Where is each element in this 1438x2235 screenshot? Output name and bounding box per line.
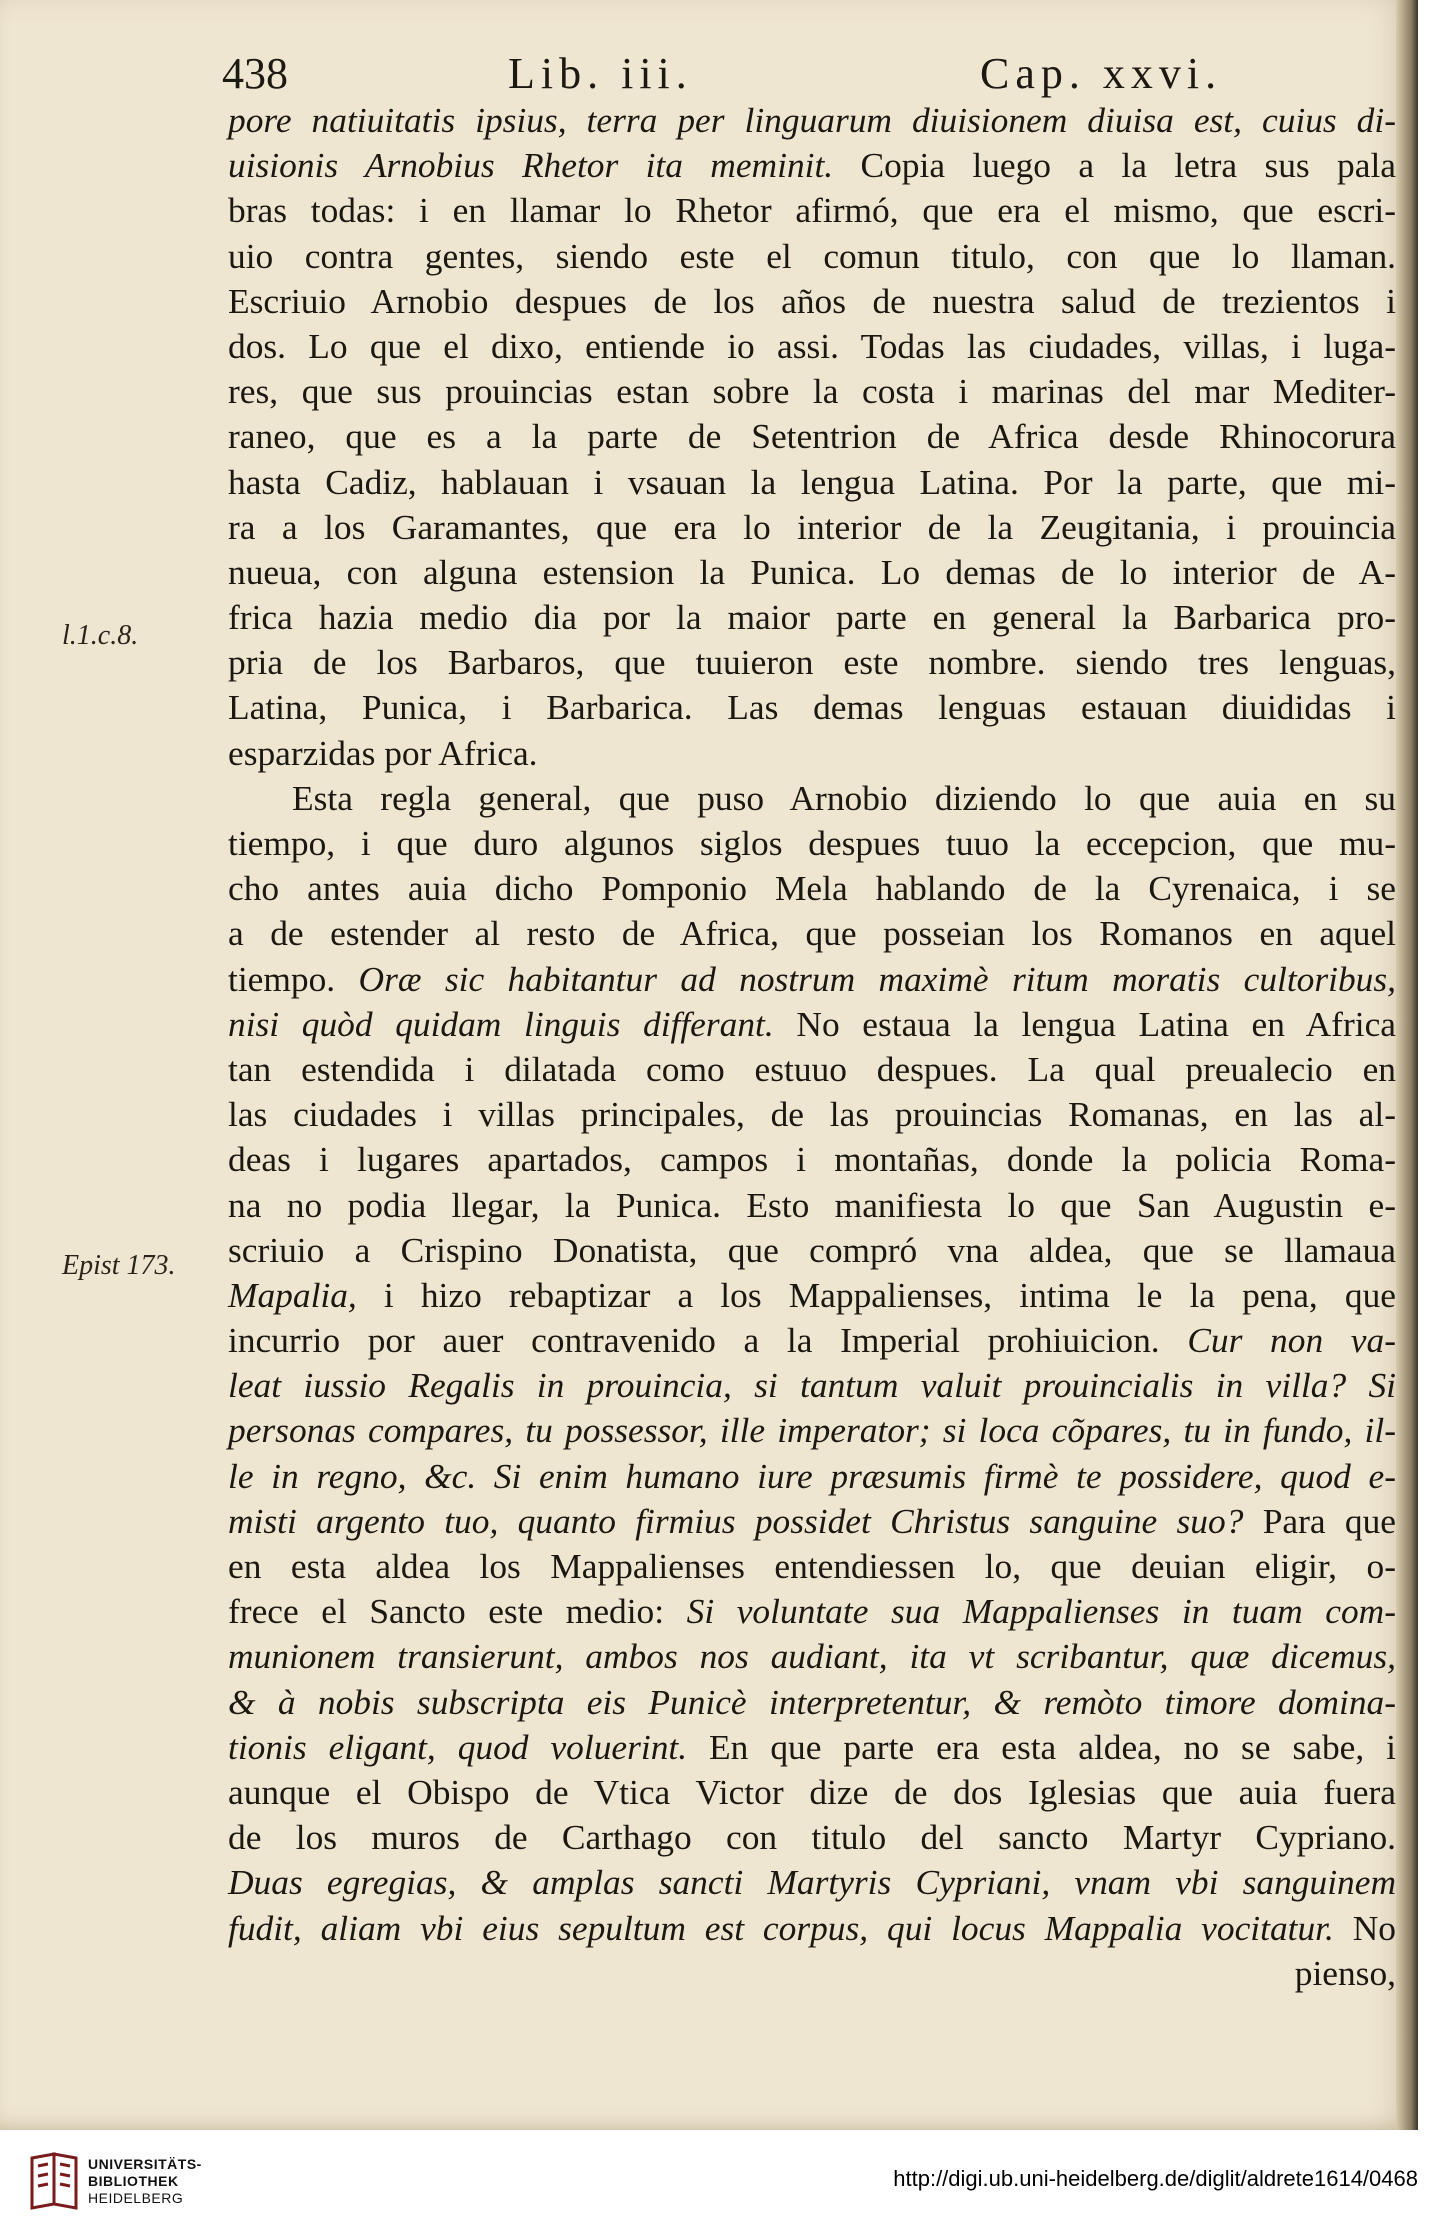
- text-line: [228, 957, 1396, 1002]
- text-line: [228, 1092, 1396, 1137]
- page-number: 438: [222, 49, 288, 98]
- text-line: [228, 1589, 1396, 1634]
- text-line: [228, 414, 1396, 459]
- spanish-text: Copia luego a la letra sus pala: [833, 145, 1396, 186]
- text-line: [228, 1273, 1396, 1318]
- text-line: [228, 1047, 1396, 1092]
- library-logo-icon: [28, 2152, 80, 2210]
- spanish-text: cho antes auia dicho Pomponio Mela hablando de la Cyrenaica, i se: [228, 868, 1396, 909]
- spanish-text: pienso,: [1294, 1952, 1396, 1993]
- spanish-text: Escriuio Arnobio despues de los años de nuestra salud de trezientos i: [228, 280, 1396, 321]
- chapter-label: Cap. xxvi.: [980, 49, 1223, 98]
- spanish-text: de los muros de Carthago con titulo del sancto Martyr Cypriano.: [228, 1817, 1396, 1858]
- spanish-text: na no podia llegar, la Punica. Esto manifiesta lo que San Augustin e-: [228, 1184, 1396, 1225]
- running-header: [222, 48, 1402, 100]
- text-line: [228, 1318, 1396, 1363]
- text-line: [228, 1680, 1396, 1725]
- text-line: [228, 1725, 1396, 1770]
- text-line: [228, 550, 1396, 595]
- source-url-link[interactable]: http://digi.ub.uni-heidelberg.de/diglit/aldrete1614/0468: [893, 2166, 1418, 2191]
- text-line: [228, 776, 1396, 821]
- text-line: [228, 98, 1396, 143]
- spanish-text: esparzidas por Africa.: [228, 732, 538, 773]
- spanish-text: bras todas: i en llamar lo Rhetor afirmó, que era el mismo, que escri-: [228, 190, 1396, 231]
- text-line: [228, 1454, 1396, 1499]
- margin-note: Epist 173.: [62, 1250, 176, 1281]
- latin-quotation: nisi quòd quidam linguis differant.: [228, 1003, 774, 1044]
- text-line: [228, 640, 1396, 685]
- text-line: [228, 324, 1396, 369]
- spanish-text: En que parte era esta aldea, no se sabe, i: [687, 1726, 1396, 1767]
- spanish-text: No estaua la lengua Latina en Africa: [773, 1003, 1396, 1044]
- spanish-text: i hizo rebaptizar a los Mappalienses, intima le la pena, que: [356, 1274, 1396, 1315]
- text-line: [228, 1815, 1396, 1860]
- latin-quotation: Duas egregias, & amplas sancti Martyris Cypriani, vnam vbi sanguinem: [228, 1862, 1396, 1903]
- text-line: [228, 1002, 1396, 1047]
- spanish-text: Esta regla general, que puso Arnobio diziendo lo que auia en su: [292, 777, 1396, 818]
- latin-quotation: tionis eligant, quod voluerint.: [228, 1726, 688, 1767]
- library-name-line: HEIDELBERG: [88, 2190, 184, 2206]
- text-line: [228, 234, 1396, 279]
- text-line: [228, 1906, 1396, 1951]
- spanish-text: scriuio a Crispino Donatista, que compró vna aldea, que se llamaua: [228, 1229, 1396, 1270]
- latin-quotation: munionem transierunt, ambos nos audiant, ita vt scribantur, quæ dicemus,: [228, 1636, 1396, 1677]
- spanish-text: incurrio por auer contravenido a la Imperial prohiuicion.: [228, 1320, 1188, 1361]
- spanish-text: tan estendida i dilatada como estuuo despues. La qual preualecio en: [228, 1048, 1396, 1089]
- text-line: [228, 279, 1396, 324]
- text-line: [228, 821, 1396, 866]
- spanish-text: nueua, con alguna estension la Punica. Lo demas de lo interior de A-: [228, 551, 1396, 592]
- spanish-text: tiempo.: [228, 958, 359, 999]
- text-line: [228, 1634, 1396, 1679]
- latin-quotation: fudit, aliam vbi eius sepultum est corpus, qui locus Mappalia vocitatur.: [228, 1907, 1334, 1948]
- text-line: [228, 505, 1396, 550]
- text-line: [228, 369, 1396, 414]
- body-text: [228, 98, 1396, 1996]
- spanish-text: raneo, que es a la parte de Setentrion de Africa desde Rhinocorura: [228, 416, 1396, 457]
- spanish-text: No: [1333, 1907, 1397, 1948]
- text-line: [228, 1363, 1396, 1408]
- spanish-text: uio contra gentes, siendo este el comun titulo, con que lo llaman.: [228, 235, 1396, 276]
- spanish-text: frece el Sancto este medio:: [228, 1591, 687, 1632]
- spanish-text: aunque el Obispo de Vtica Victor dize de dos Iglesias que auia fuera: [228, 1771, 1396, 1812]
- spanish-text: frica hazia medio dia por la maior parte en general la Barbarica pro-: [228, 597, 1396, 638]
- latin-quotation: personas compares, tu possessor, ille imperator; si loca cõpares, tu in fundo, il-: [228, 1410, 1396, 1451]
- text-line: [228, 1951, 1396, 1996]
- spanish-text: tiempo, i que duro algunos siglos despues tuuo la eccepcion, que mu-: [228, 823, 1396, 863]
- margin-note: l.1.c.8.: [62, 620, 139, 651]
- text-line: [228, 1499, 1396, 1544]
- text-line: [228, 143, 1396, 188]
- spanish-text: dos. Lo que el dixo, entiende io assi. Todas las ciudades, villas, i luga-: [228, 325, 1396, 366]
- text-line: [228, 1544, 1396, 1589]
- spanish-text: Para que: [1243, 1500, 1396, 1541]
- text-line: [228, 1860, 1396, 1905]
- latin-quotation: uisionis Arnobius Rhetor ita meminit.: [228, 145, 834, 186]
- footer: [0, 2130, 1438, 2235]
- spanish-text: en esta aldea los Mappalienses entendiessen lo, que deuian eligir, o-: [228, 1546, 1396, 1586]
- text-line: [228, 731, 1396, 776]
- library-name: [88, 2156, 202, 2207]
- text-line: [228, 866, 1396, 911]
- latin-quotation: le in regno, &c. Si enim humano iure præsumis firmè te possidere, quod e-: [228, 1455, 1396, 1496]
- latin-quotation: misti argento tuo, quanto firmius possidet Christus sanguine suo?: [228, 1500, 1244, 1541]
- latin-quotation: pore natiuitatis ipsius, terra per linguarum diuisionem diuisa est, cuius di-: [228, 100, 1396, 140]
- latin-quotation: Si voluntate sua Mappalienses in tuam com-: [686, 1591, 1396, 1632]
- text-line: [228, 1137, 1396, 1182]
- text-line: [228, 460, 1396, 505]
- library-name-line: BIBLIOTHEK: [88, 2173, 179, 2189]
- text-line: [228, 1408, 1396, 1453]
- latin-quotation: leat iussio Regalis in prouincia, si tantum valuit prouincialis in villa? Si: [228, 1365, 1396, 1406]
- text-line: [228, 685, 1396, 730]
- latin-quotation: & à nobis subscripta eis Punicè interpretentur, & remòto timore domina-: [228, 1681, 1396, 1722]
- latin-quotation: Mapalia,: [228, 1274, 357, 1315]
- text-line: [228, 1228, 1396, 1273]
- page-edge: [1396, 0, 1418, 2130]
- spanish-text: Latina, Punica, i Barbarica. Las demas lenguas estauan diuididas i: [228, 687, 1396, 728]
- library-name-line: UNIVERSITÄTS-: [88, 2156, 202, 2172]
- text-line: [228, 1770, 1396, 1815]
- text-line: [228, 1183, 1396, 1228]
- text-line: [228, 595, 1396, 640]
- book-label: Lib. iii.: [508, 49, 693, 98]
- spanish-text: res, que sus prouincias estan sobre la costa i marinas del mar Mediter-: [228, 371, 1396, 412]
- latin-quotation: Oræ sic habitantur ad nostrum maximè ritum moratis cultoribus,: [358, 958, 1396, 999]
- spanish-text: deas i lugares apartados, campos i montañas, donde la policia Roma-: [228, 1139, 1396, 1180]
- spanish-text: ra a los Garamantes, que era lo interior de la Zeugitania, i prouincia: [228, 506, 1396, 547]
- spanish-text: hasta Cadiz, hablauan i vsauan la lengua Latina. Por la parte, que mi-: [228, 461, 1396, 502]
- text-line: [228, 911, 1396, 956]
- spanish-text: las ciudades i villas principales, de las prouincias Romanas, en las al-: [228, 1094, 1396, 1135]
- spanish-text: pria de los Barbaros, que tuuieron este nombre. siendo tres lenguas,: [228, 642, 1396, 683]
- latin-quotation: Cur non va-: [1187, 1320, 1396, 1361]
- spanish-text: a de estender al resto de Africa, que posseian los Romanos en aquel: [228, 913, 1396, 954]
- text-line: [228, 188, 1396, 233]
